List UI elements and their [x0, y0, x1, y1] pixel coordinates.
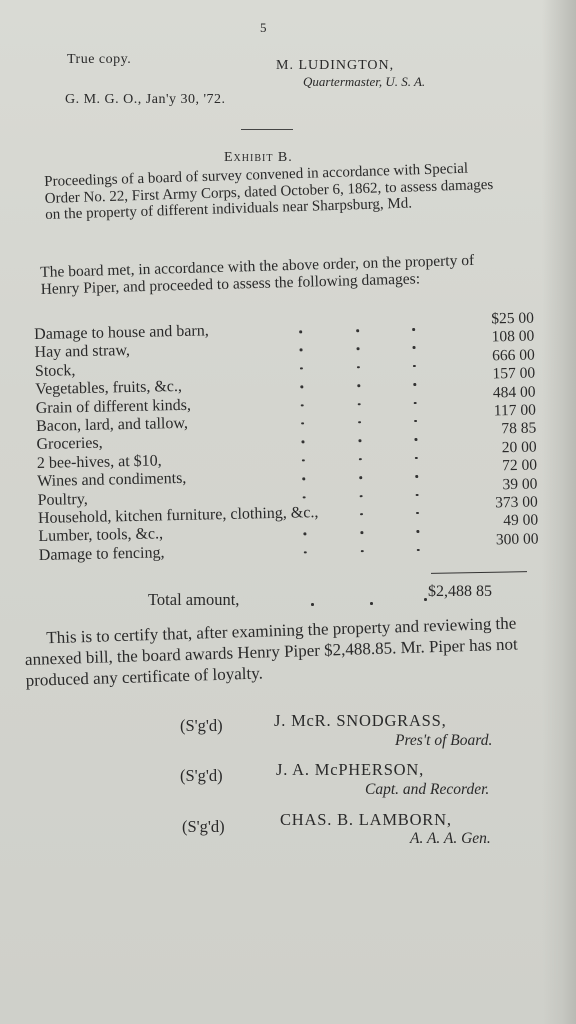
leader-dot: [413, 365, 416, 368]
leader-dot: [415, 457, 418, 460]
board-met-paragraph: The board met, in accordance with the above order, on the property of Henry Piper, and proceeded to assess the following damages:: [40, 251, 475, 298]
certification-text: This is to certify that, after examining the property and reviewing the annexed bill, the board awards Henry Piper $2,488.85. Mr. Piper has not produced any certificate of loyalty.: [24, 613, 518, 690]
leader-dot: [301, 422, 304, 425]
signature-role: A. A. A. Gen.: [410, 830, 491, 847]
damage-item: Damage to fencing,: [38, 544, 165, 564]
damage-item: Wines and condiments,: [37, 469, 187, 491]
damage-amount: 78 85: [501, 419, 537, 438]
damage-item: Hay and straw,: [34, 342, 131, 362]
signature-role: Capt. and Recorder.: [365, 781, 490, 798]
leader-dot: [358, 440, 361, 443]
leader-dot: [360, 531, 363, 534]
damage-amount: 20 00: [501, 438, 537, 456]
damage-item: 2 bee-hives, at $10,: [36, 452, 162, 472]
leader-dot: [357, 384, 360, 387]
signatory-title: Quartermaster, U. S. A.: [303, 74, 426, 89]
leader-dot: [412, 328, 415, 331]
leader-dot: [358, 403, 361, 406]
leader-dot: [300, 349, 303, 352]
leader-dot: [300, 386, 303, 389]
leader-dot: [359, 458, 362, 461]
signature-name: J. A. McPHERSON,: [276, 760, 425, 779]
damage-amount: 157 00: [492, 364, 536, 383]
leader-dot: [416, 530, 419, 533]
exhibit-title: Exhibit B.: [224, 150, 293, 165]
damage-item: Bacon, lard, and tallow,: [35, 414, 189, 435]
damages-list: [34, 309, 539, 565]
damage-amount: 666 00: [491, 346, 535, 365]
leader-dot: [304, 551, 307, 554]
leader-dot: [301, 404, 304, 407]
damage-item: Poultry,: [37, 490, 88, 509]
damage-item: Groceries,: [36, 434, 103, 454]
damage-item: Grain of different kinds,: [35, 396, 192, 417]
damage-amount: 117 00: [493, 401, 537, 420]
leader-dot: [301, 441, 304, 444]
damage-item: Damage to house and barn,: [34, 322, 209, 343]
leader-dot: [416, 494, 419, 497]
leader-dot: [302, 459, 305, 462]
damage-amount: 108 00: [491, 327, 535, 346]
leader-dot: [415, 475, 418, 478]
total-label: Total amount,: [148, 590, 240, 609]
proceedings-paragraph: Proceedings of a board of survey convened in accordance with Special Order No. 22, First Army Corps, dated October 6, 1862, to assess damages on the property of different individuals near Sharpsburg, Md.: [44, 160, 494, 223]
leader-dot: [416, 512, 419, 515]
damage-item: Household, kitchen furniture, clothing, &c.,: [37, 503, 319, 527]
leader-dot: [299, 330, 302, 333]
damage-amount: 72 00: [501, 456, 538, 475]
signature-name: J. McR. SNODGRASS,: [274, 711, 447, 730]
page-number: 5: [260, 20, 267, 35]
leader-dot: [414, 402, 417, 405]
signed-mark: (S'g'd): [182, 817, 225, 836]
leader-dot: [413, 346, 416, 349]
leader-dot: [357, 348, 360, 351]
leader-dot: [302, 477, 305, 480]
total-rule: [431, 571, 527, 574]
certification-paragraph: [24, 612, 546, 691]
signature-role: Pres't of Board.: [395, 732, 493, 749]
leader-dot: [357, 366, 360, 369]
page-edge-shadow: [542, 0, 576, 1024]
true-copy-label: True copy.: [67, 52, 132, 67]
damage-amount: 484 00: [492, 383, 536, 401]
leader-dot: [413, 383, 416, 386]
damage-item: Lumber, tools, &c.,: [38, 525, 164, 546]
leader-dot: [303, 496, 306, 499]
signatory-name: M. LUDINGTON,: [276, 58, 395, 73]
damage-amount: 39 00: [502, 475, 538, 493]
damage-amount: 373 00: [495, 493, 538, 512]
leader-dot: [414, 438, 417, 441]
signature-name: CHAS. B. LAMBORN,: [280, 810, 452, 829]
leader-dot: [356, 329, 359, 332]
leader-dot: [360, 513, 363, 516]
leader-dot: [417, 549, 420, 552]
total-amount: $2,488 85: [428, 583, 492, 600]
damage-amount: $25 00: [491, 309, 535, 328]
damage-item: Stock,: [34, 361, 76, 380]
section-divider: [241, 129, 293, 130]
signed-mark: (S'g'd): [180, 766, 223, 785]
leader-dot: [358, 421, 361, 424]
leader-dot: [414, 420, 417, 423]
leader-dot: [361, 550, 364, 553]
office-date: G. M. G. O., Jan'y 30, '72.: [65, 92, 226, 107]
leader-dot: [360, 495, 363, 498]
leader-dot: [300, 367, 303, 370]
damage-item: Vegetables, fruits, &c.,: [35, 378, 183, 399]
leader-dot: [359, 476, 362, 479]
damage-amount: 49 00: [503, 511, 539, 530]
damage-amount: 300 00: [495, 530, 539, 549]
leader-dot: [303, 533, 306, 536]
signed-mark: (S'g'd): [180, 716, 223, 735]
